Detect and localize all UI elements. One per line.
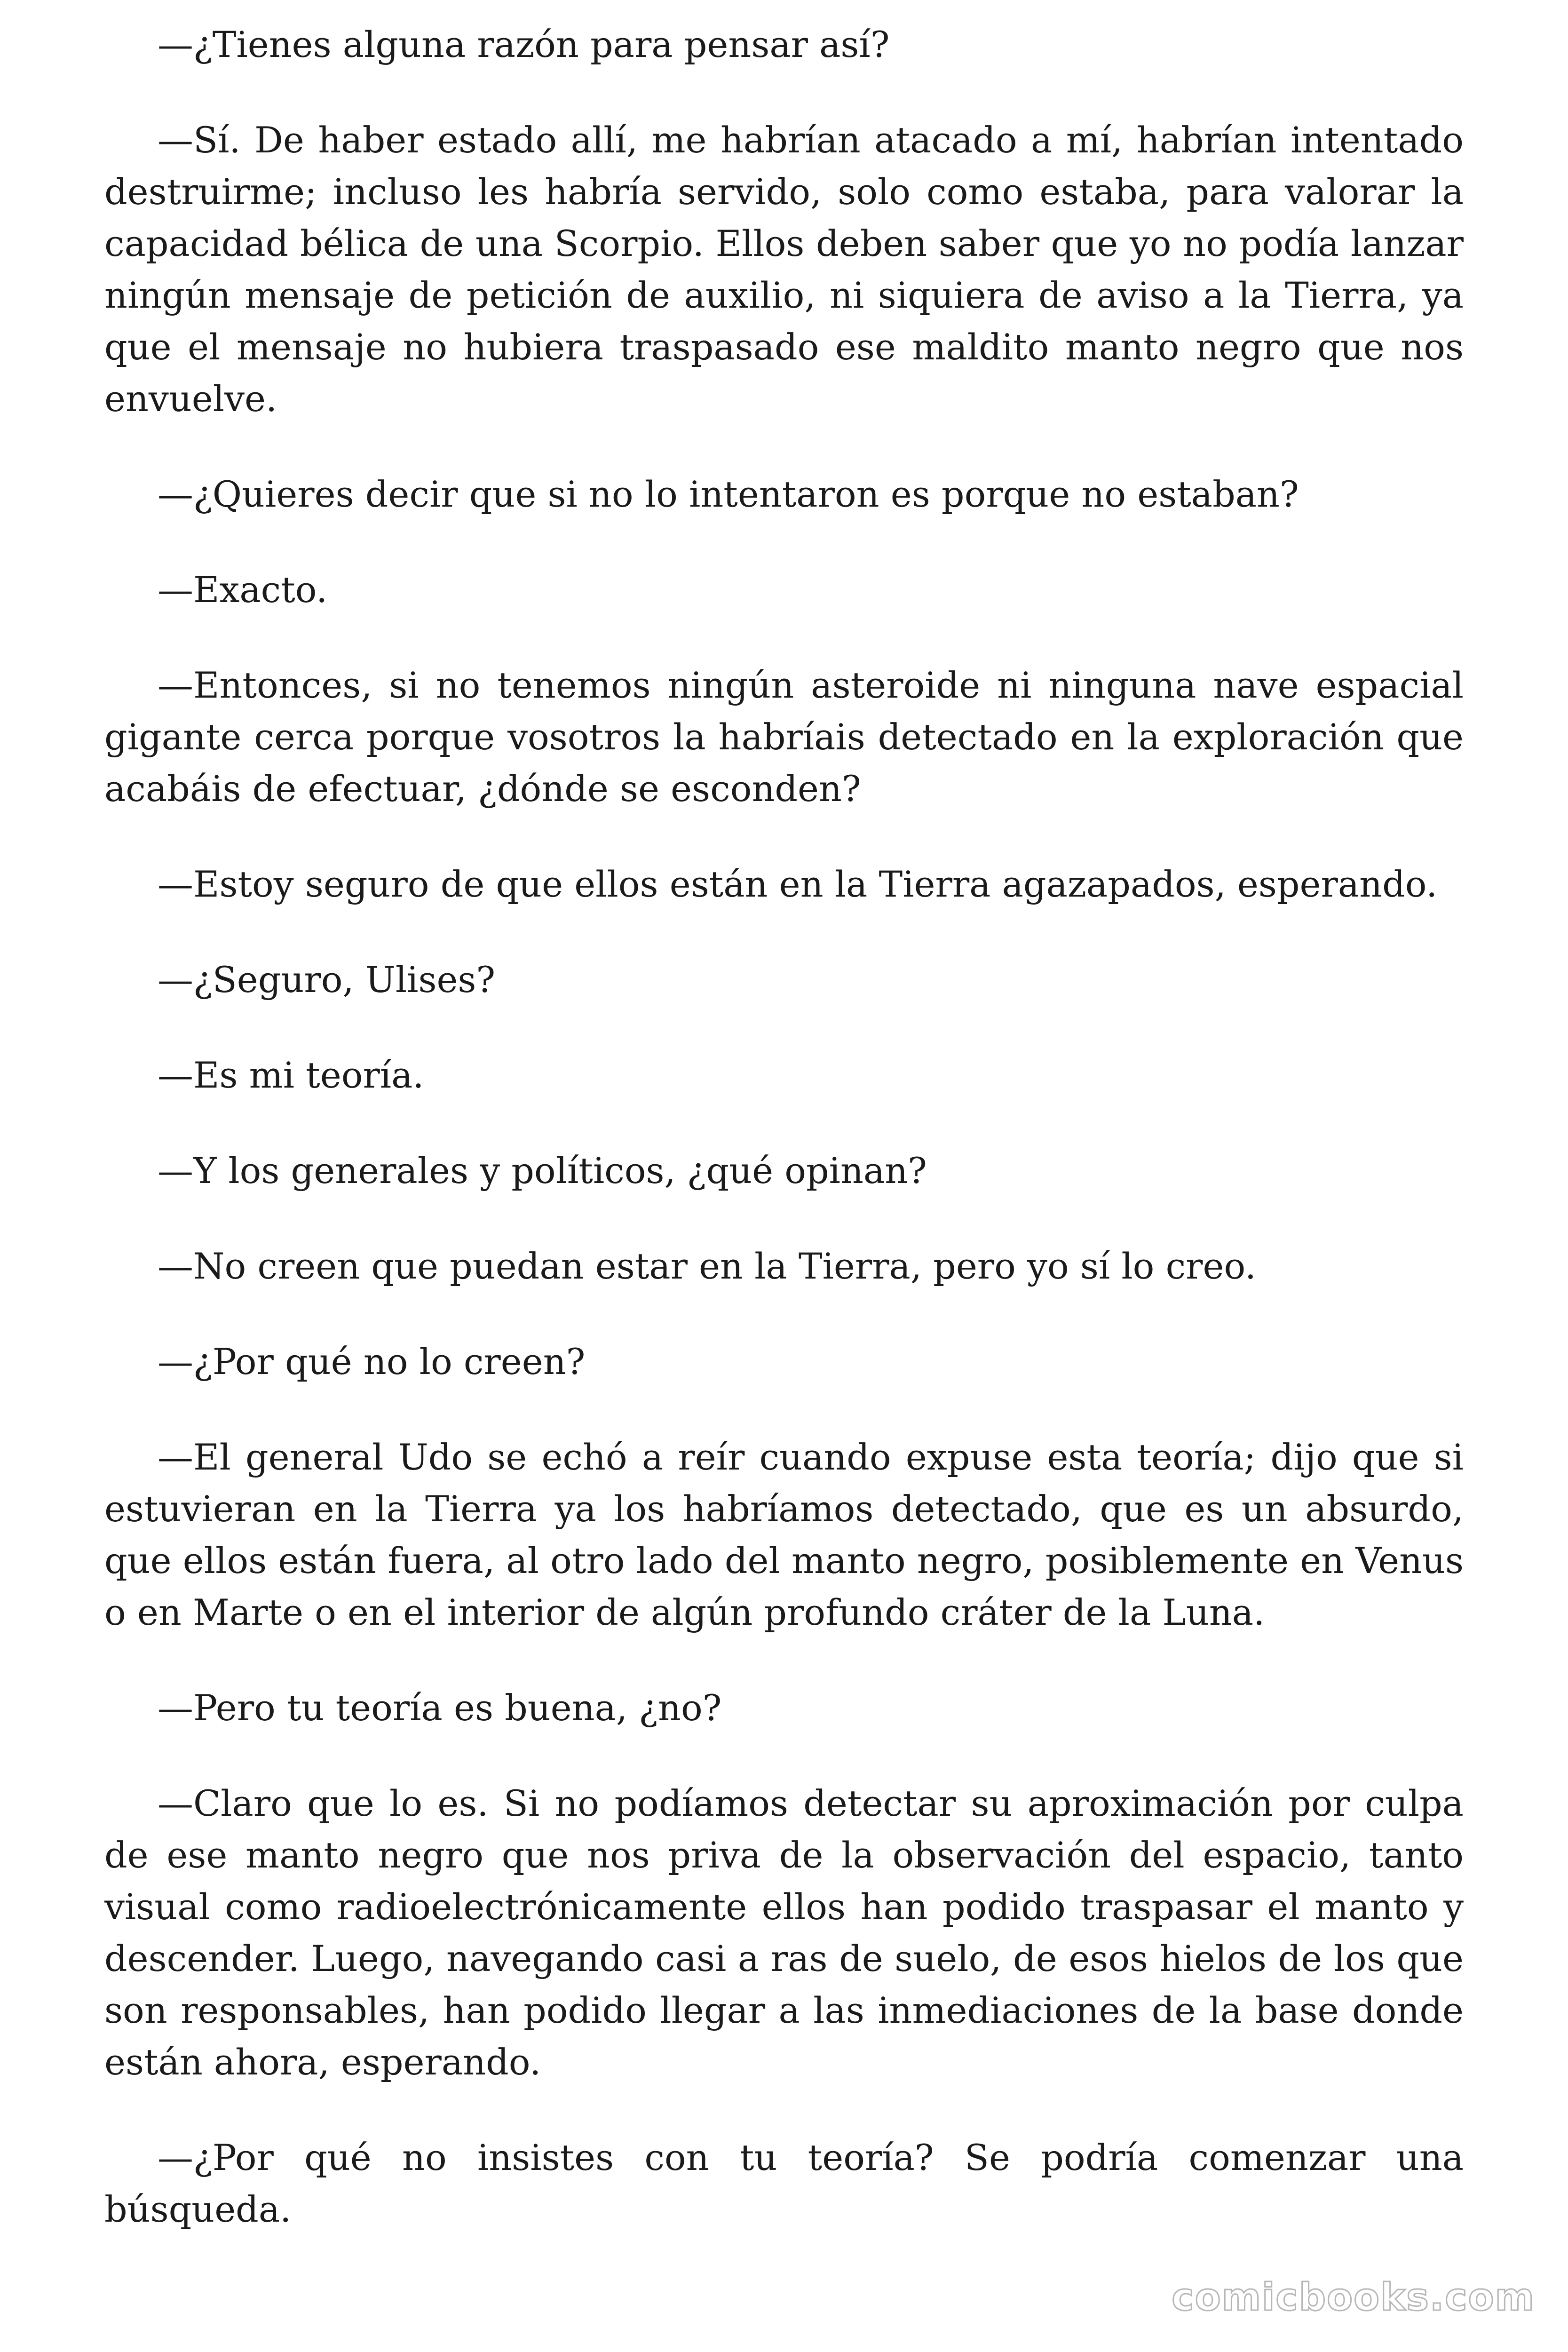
paragraph: —¿Por qué no lo creen? xyxy=(158,1341,586,1383)
paragraph: —No creen que puedan estar en la Tierra, pero yo sí lo creo. xyxy=(158,1245,1257,1287)
paragraph: —Exacto. xyxy=(158,569,328,611)
paragraph: —El general Udo se echó a reír cuando expuse esta teoría; dijo que si estuvieran en la Tierra ya los habríamos detectado, que es un absurdo, que ellos están fuera, al otro lado del manto negro, posiblemente en Venus o en Marte o en el interior de algún profundo cráter de la Luna. xyxy=(104,1436,1464,1633)
paragraph: —¿Tienes alguna razón para pensar así? xyxy=(158,24,890,65)
paragraph: —Claro que lo es. Si no podíamos detectar su aproximación por culpa de ese manto negro que nos priva de la observación del espacio, tanto visual como radioelectrónicamente ellos han podido traspasar el manto y descender. Luego, navegando casi a ras de suelo, de esos hielos de los que son responsables, han podido llegar a las inmediaciones de la base donde están ahora, esperando. xyxy=(104,1782,1464,2083)
document-page xyxy=(104,19,1464,2279)
paragraph: —¿Quieres decir que si no lo intentaron es porque no estaban? xyxy=(158,473,1299,515)
paragraph: —Pero tu teoría es buena, ¿no? xyxy=(158,1687,722,1729)
paragraph: —Estoy seguro de que ellos están en la Tierra agazapados, esperando. xyxy=(158,863,1438,905)
paragraph: —Entonces, si no tenemos ningún asteroide ni ninguna nave espacial gigante cerca porque vosotros la habríais detectado en la exploración que acabáis de efectuar, ¿dónde se esconden? xyxy=(104,664,1464,810)
watermark: comicbooks.com xyxy=(1172,2275,1535,2319)
paragraph: —Sí. De haber estado allí, me habrían atacado a mí, habrían intentado destruirme; incluso les habría servido, solo como estaba, para valorar la capacidad bélica de una Scorpio. Ellos deben saber que yo no podía lanzar ningún mensaje de petición de auxilio, ni siquiera de aviso a la Tierra, ya que el mensaje no hubiera traspasado ese maldito manto negro que nos envuelve. xyxy=(104,119,1464,420)
paragraph: —¿Por qué no insistes con tu teoría? Se podría comenzar una búsqueda. xyxy=(104,2137,1464,2230)
paragraph: —¿Seguro, Ulises? xyxy=(158,959,496,1001)
paragraph: —Es mi teoría. xyxy=(158,1054,424,1096)
paragraph: —Y los generales y políticos, ¿qué opinan? xyxy=(158,1150,927,1192)
